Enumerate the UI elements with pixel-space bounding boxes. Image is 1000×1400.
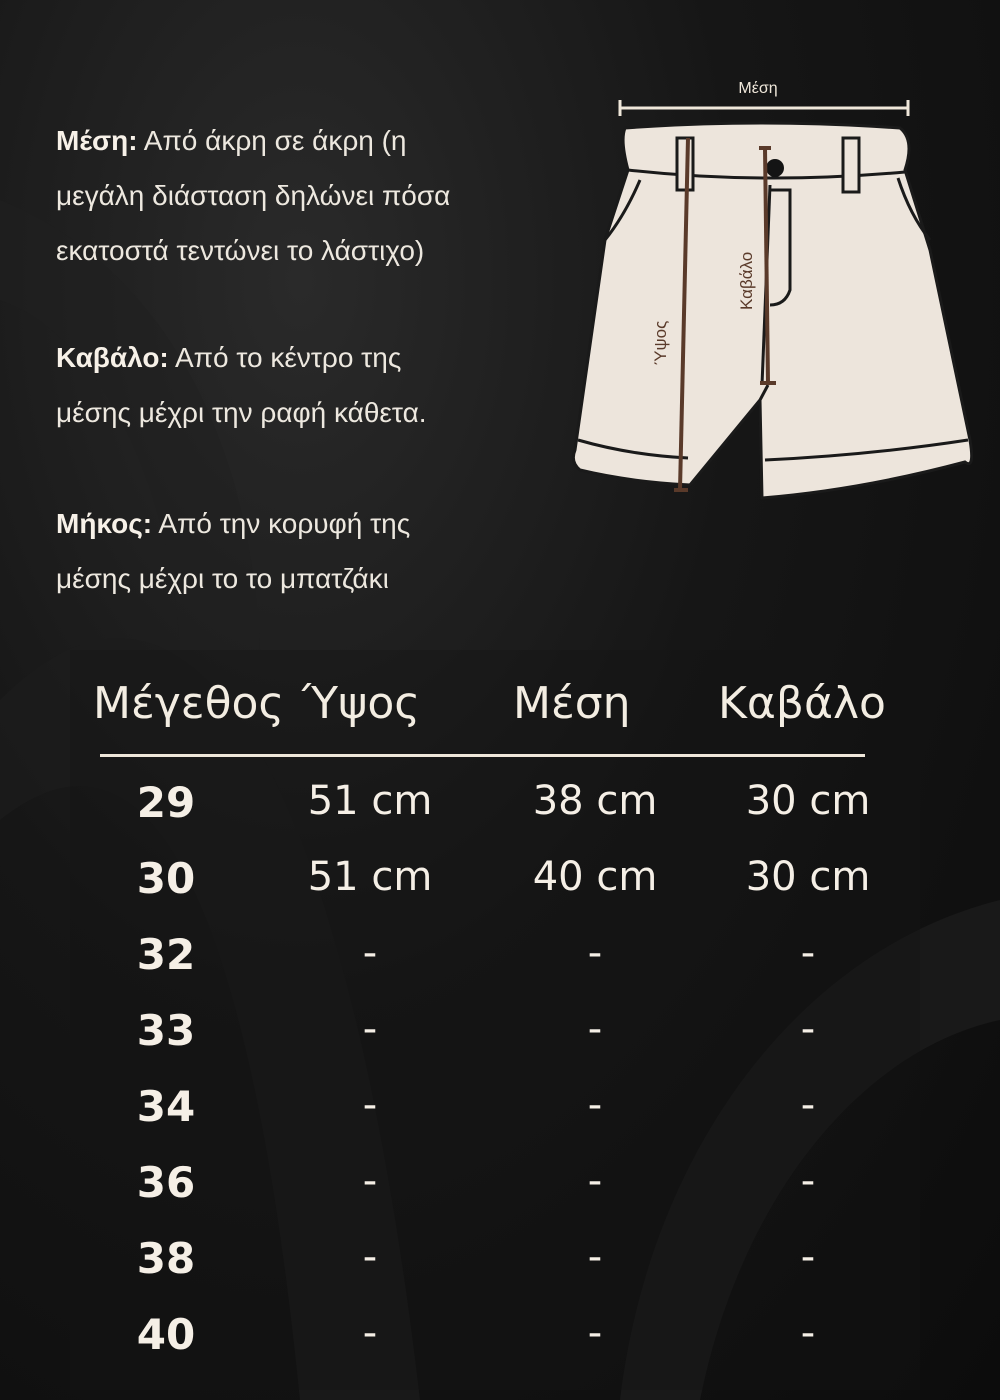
table-row <box>0 1006 1000 1082</box>
waist-cell: - <box>587 1006 603 1052</box>
size-cell: 40 <box>136 1310 196 1359</box>
button-icon <box>766 159 784 177</box>
height-cell: 51 cm <box>307 854 433 900</box>
waist-cell: 38 cm <box>532 778 658 824</box>
table-row <box>0 930 1000 1006</box>
table-row <box>0 1310 1000 1386</box>
height-cell: - <box>362 930 378 976</box>
header-waist: Μέση <box>513 678 631 729</box>
crotch-description-line: Από το κέντρο της <box>175 342 402 373</box>
waist-description-line: Από άκρη σε άκρη (η <box>143 125 407 156</box>
waist-cell: - <box>587 1234 603 1280</box>
crotch-measure-label: Καβάλο <box>737 251 756 310</box>
waist-cell: - <box>587 1158 603 1204</box>
header-size: Μέγεθος <box>93 678 285 729</box>
waist-description-line: εκατοστά τεντώνει το λάστιχο) <box>56 235 425 266</box>
size-cell: 30 <box>136 854 196 903</box>
header-height: Ύψος <box>302 678 421 729</box>
waist-cell: 40 cm <box>532 854 658 900</box>
crotch-description-line: μέσης μέχρι την ραφή κάθετα. <box>56 397 427 428</box>
waist-cell: - <box>587 1310 603 1356</box>
length-description-line: μέσης μέχρι το το μπατζάκι <box>56 563 389 594</box>
header-crotch: Καβάλο <box>718 678 886 729</box>
waist-description-line: μεγάλη διάσταση δηλώνει πόσα <box>56 180 451 211</box>
height-cell: - <box>362 1158 378 1204</box>
table-row <box>0 778 1000 854</box>
belt-loop <box>843 138 859 192</box>
crotch-cell: - <box>800 1234 816 1280</box>
crotch-cell: - <box>800 1158 816 1204</box>
length-description-line: Από την κορυφή της <box>158 508 411 539</box>
waist-description <box>56 113 526 278</box>
crotch-cell: 30 cm <box>745 854 871 900</box>
size-cell: 34 <box>136 1082 196 1131</box>
table-row <box>0 1158 1000 1234</box>
crotch-cell: - <box>800 1310 816 1356</box>
crotch-description-label: Καβάλο: <box>56 342 169 373</box>
table-row <box>0 1234 1000 1310</box>
size-cell: 29 <box>136 778 196 827</box>
height-cell: - <box>362 1006 378 1052</box>
crotch-description <box>56 330 526 440</box>
size-cell: 32 <box>136 930 196 979</box>
crotch-cell: - <box>800 930 816 976</box>
waist-cell: - <box>587 930 603 976</box>
height-cell: - <box>362 1082 378 1128</box>
table-row <box>0 854 1000 930</box>
length-description <box>56 496 526 606</box>
waist-measure-label: Μέση <box>738 80 778 97</box>
height-cell: - <box>362 1234 378 1280</box>
shorts-diagram <box>560 70 980 510</box>
crotch-cell: 30 cm <box>745 778 871 824</box>
height-cell: - <box>362 1310 378 1356</box>
size-cell: 36 <box>136 1158 196 1207</box>
crotch-cell: - <box>800 1082 816 1128</box>
crotch-cell: - <box>800 1006 816 1052</box>
size-cell: 33 <box>136 1006 196 1055</box>
header-divider <box>100 754 865 757</box>
height-cell: 51 cm <box>307 778 433 824</box>
waist-description-label: Μέση: <box>56 125 138 156</box>
size-cell: 38 <box>136 1234 196 1283</box>
table-row <box>0 1082 1000 1158</box>
waist-cell: - <box>587 1082 603 1128</box>
length-description-label: Μήκος: <box>56 508 153 539</box>
height-measure-label: Ύψος <box>651 320 670 365</box>
